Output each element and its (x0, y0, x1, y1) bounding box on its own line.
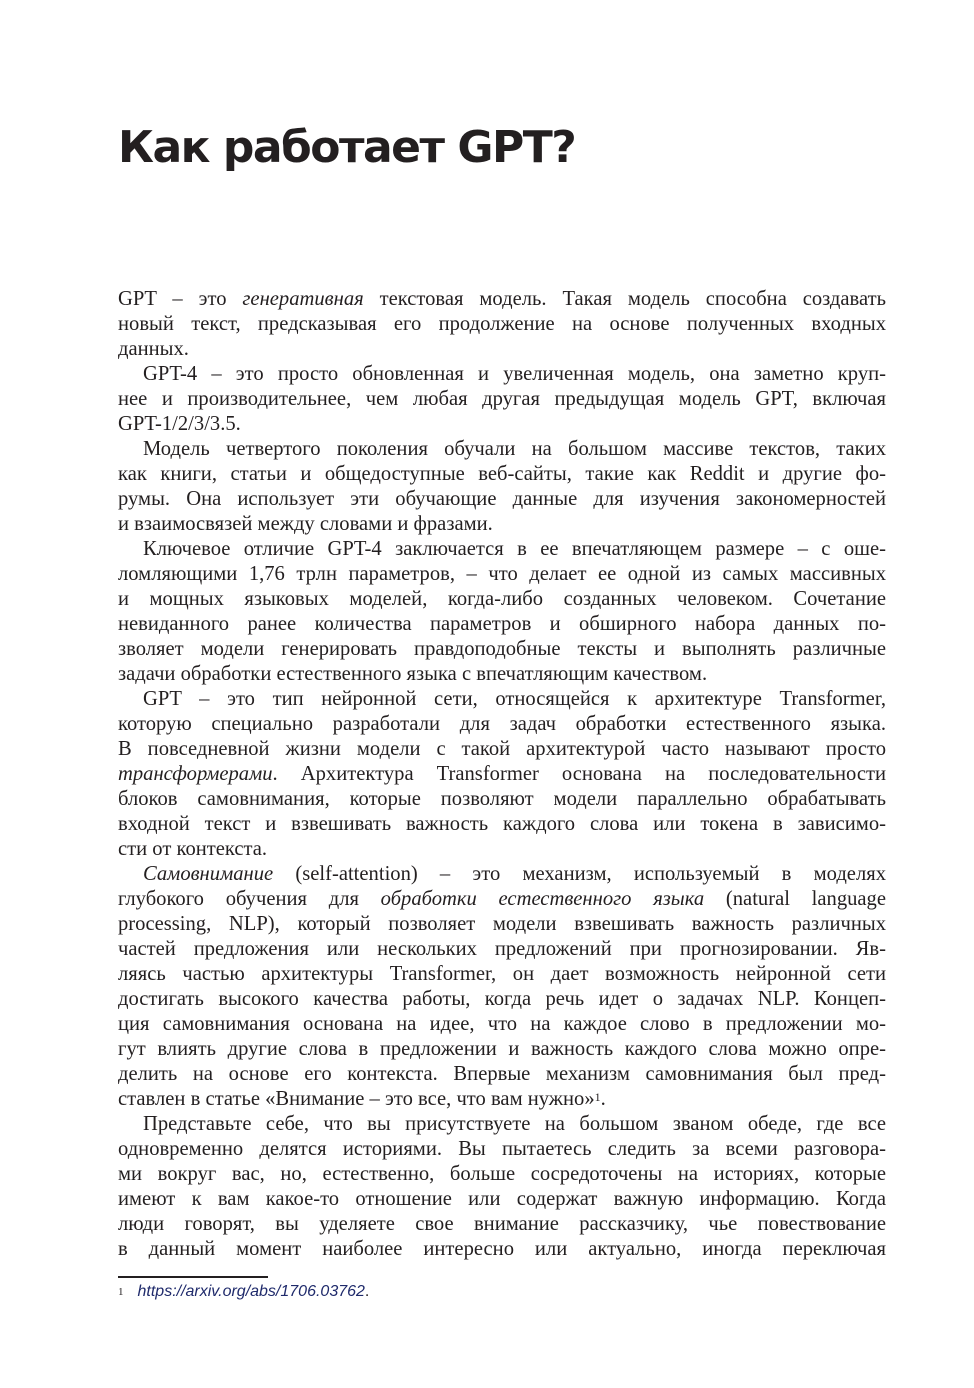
text-run: В повседневной жизни модели с такой архитектурой часто называют просто (118, 738, 886, 760)
text-line (118, 1162, 886, 1187)
text-line (118, 1062, 886, 1087)
text-line (118, 462, 886, 487)
paragraph (118, 537, 886, 687)
text-run: processing, NLP), который позволяет модели взвешивать важность различных (118, 913, 886, 935)
text-run: в данный момент наиболее интересно или актуально, иногда переключая (118, 1238, 886, 1260)
paragraph (118, 437, 886, 537)
text-run: . (600, 1088, 606, 1110)
text-run: люди говорят, вы уделяете свое внимание рассказчику, чье повествование (118, 1213, 886, 1235)
text-line (118, 687, 886, 712)
text-line (118, 1187, 886, 1212)
footnote-ref: 1 (594, 1090, 601, 1104)
paragraph (118, 287, 886, 362)
text-line (118, 962, 886, 987)
text-run: которую специально разработали для задач обработки естественного языка. (118, 713, 886, 735)
footnote-trailing: . (364, 1283, 370, 1300)
footnote-number: 1 (118, 1286, 124, 1298)
text-line (118, 412, 886, 437)
text-line (118, 537, 886, 562)
text-run: зволяет модели генерировать правдоподобные тексты и выполнять различные (118, 638, 886, 660)
paragraph (118, 687, 886, 862)
text-line (118, 1112, 886, 1137)
text-line (118, 812, 886, 837)
text-line (118, 862, 886, 887)
text-run: GPT-1/2/3/3.5. (118, 413, 241, 435)
italic-term: генеративная (242, 288, 364, 310)
text-run: невиданного ранее количества параметров и обширного набора данных по- (118, 613, 886, 635)
text-line (118, 887, 886, 912)
text-line (118, 837, 886, 862)
text-line (118, 437, 886, 462)
text-run: ция самовнимания основана на идее, что на каждое слово в предложении мо- (118, 1013, 886, 1035)
footnote-divider (118, 1276, 268, 1278)
text-line (118, 337, 886, 362)
text-line (118, 637, 886, 662)
text-run: ляясь частью архитектуры Transformer, он дает возможность нейронной сети (118, 963, 886, 985)
text-run: блоков самовнимания, которые позволяют модели параллельно обрабатывать (118, 788, 886, 810)
text-run: гут влиять другие слова в предложении и важность каждого слова можно опре- (118, 1038, 886, 1060)
text-run: и мощных языковых моделей, когда-либо созданных человеком. Сочетание (118, 588, 886, 610)
text-line (118, 1012, 886, 1037)
text-run: Ключевое отличие GPT-4 заключается в ее впечатляющем размере – с оше- (143, 538, 886, 560)
text-run: достигать высокого качества работы, когда речь идет о задачах NLP. Концеп- (118, 988, 886, 1010)
text-run: новый текст, предсказывая его продолжение на основе полученных входных (118, 313, 886, 335)
text-line (118, 562, 886, 587)
text-line (118, 587, 886, 612)
text-line (118, 1137, 886, 1162)
text-line (118, 1237, 886, 1262)
text-run: имеют к вам какое-то отношение или содержат важную информацию. Когда (118, 1188, 886, 1210)
text-run: (natural language (704, 888, 886, 910)
text-run: делить на основе его контекста. Впервые механизм самовнимания был пред- (118, 1063, 886, 1085)
text-line (118, 487, 886, 512)
text-line (118, 712, 886, 737)
text-line (118, 937, 886, 962)
text-run: входной текст и взвешивать важность каждого слова или токена в зависимо- (118, 813, 886, 835)
text-run: (self-attention) – это механизм, используемый в моделях (273, 863, 886, 885)
italic-term: трансформерами (118, 763, 273, 785)
text-run: ломляющими 1,76 трлн параметров, – что делает ее одной из самых массивных (118, 563, 886, 585)
text-run: задачи обработки естественного языка с впечатляющим качеством. (118, 663, 708, 685)
text-line (118, 362, 886, 387)
text-line (118, 287, 886, 312)
text-line (118, 387, 886, 412)
paragraph (118, 1112, 886, 1262)
text-run: сти от контекста. (118, 838, 268, 860)
text-line (118, 662, 886, 687)
text-run: как книги, статьи и общедоступные веб-сайты, такие как Reddit и другие фо- (118, 463, 886, 485)
text-line (118, 1087, 886, 1112)
text-run: частей предложения или нескольких предложений при прогнозировании. Яв- (118, 938, 886, 960)
text-run: нее и производительнее, чем любая другая предыдущая модель GPT, включая (118, 388, 886, 410)
italic-term: Самовнимание (143, 863, 274, 885)
chapter-title: Как работает GPT? (118, 122, 576, 173)
italic-term: обработки естественного языка (380, 888, 705, 910)
text-run: Модель четвертого поколения обучали на большом массиве текстов, таких (143, 438, 886, 460)
text-line (118, 612, 886, 637)
text-run: текстовая модель. Такая модель способна создавать (363, 288, 886, 310)
text-line (118, 987, 886, 1012)
paragraph (118, 862, 886, 1112)
footnote (118, 1281, 369, 1303)
text-run: GPT – это (118, 288, 243, 310)
paragraph (118, 362, 886, 437)
text-run: Представьте себе, что вы присутствуете на большом званом обеде, где все (143, 1113, 886, 1135)
text-line (118, 512, 886, 537)
text-line (118, 912, 886, 937)
text-run: GPT – это тип нейронной сети, относящейся к архитектуре Transformer, (143, 688, 886, 710)
text-line (118, 737, 886, 762)
text-run: румы. Она использует эти обучающие данные для изучения закономерностей (118, 488, 886, 510)
text-line (118, 312, 886, 337)
text-line (118, 762, 886, 787)
text-run: ми вокруг вас, но, естественно, больше сосредоточены на историях, которые (118, 1163, 886, 1185)
text-run: глубокого обучения для (118, 888, 381, 910)
text-run: . Архитектура Transformer основана на последовательности (272, 763, 886, 785)
footnote-link[interactable]: https://arxiv.org/abs/1706.03762 (137, 1283, 365, 1300)
text-line (118, 787, 886, 812)
text-run: и взаимосвязей между словами и фразами. (118, 513, 493, 535)
text-run: GPT-4 – это просто обновленная и увеличенная модель, она заметно круп- (143, 363, 886, 385)
text-line (118, 1037, 886, 1062)
text-run: одновременно делятся историями. Вы пытаетесь следить за всеми разговора- (118, 1138, 886, 1160)
text-run: данных. (118, 338, 189, 360)
body-text (118, 287, 886, 1262)
text-run: ставлен в статье «Внимание – это все, что вам нужно» (118, 1088, 595, 1110)
text-line (118, 1212, 886, 1237)
